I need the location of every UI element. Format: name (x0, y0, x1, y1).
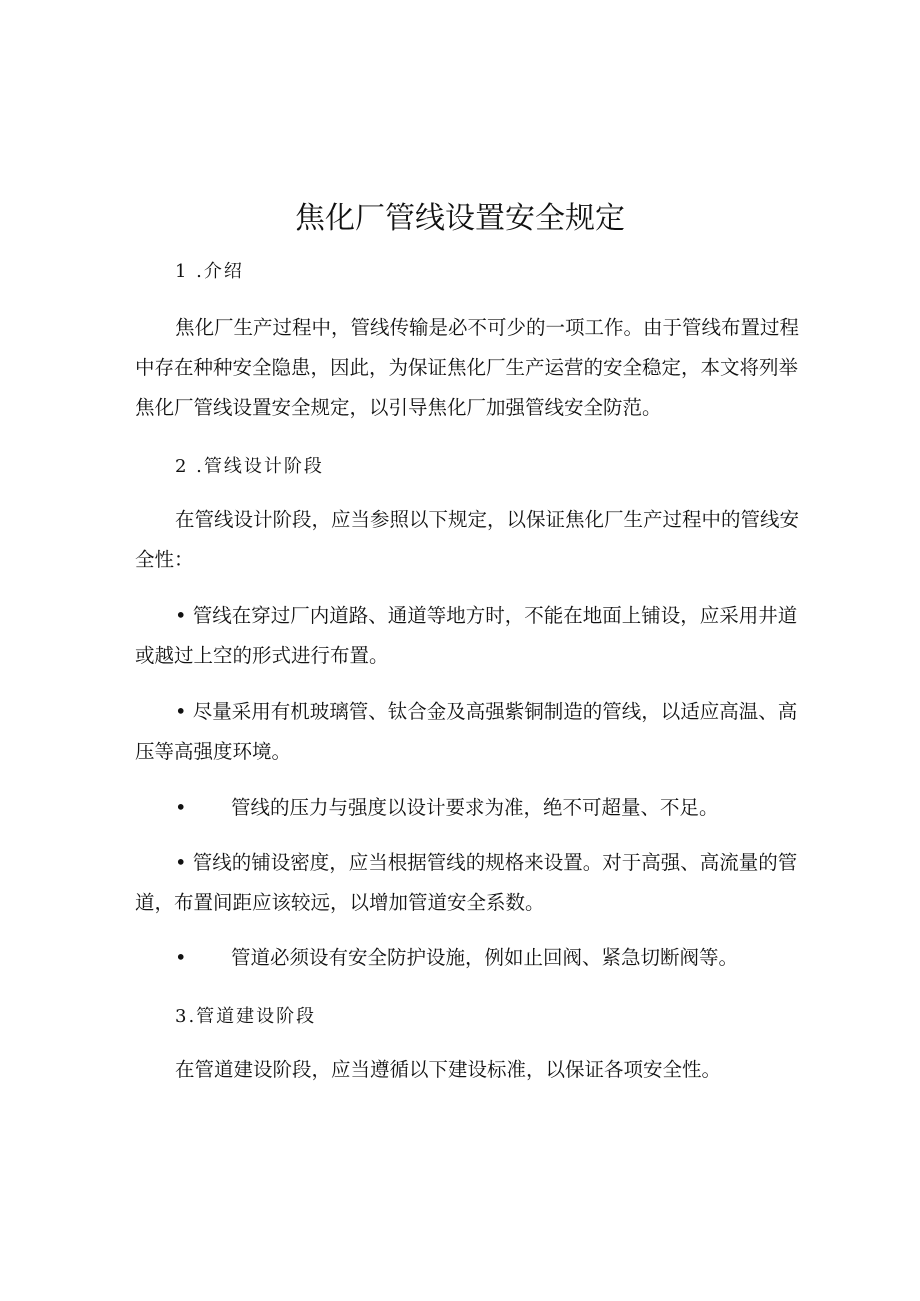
bullet-text: 管线的铺设密度，应当根据管线的规格来设置。对于高强、高流量的管道，布置间距应该较远，以增加管道安全系数。 (135, 851, 798, 914)
section-1-paragraph: 焦化厂生产过程中，管线传输是必不可少的一项工作。由于管线布置过程中存在种种安全隐患，因此，为保证焦化厂生产运营的安全稳定，本文将列举焦化厂管线设置安全规定，以引导焦化厂加强管线安全防范。 (135, 316, 800, 419)
bullet-dot: • (175, 604, 187, 627)
bullet-text: 管线在穿过厂内道路、通道等地方时，不能在地面上铺设，应采用井道或越过上空的形式进行布置。 (135, 604, 798, 667)
bullet-item (135, 692, 800, 772)
section-heading-3: 3.管道建设阶段 (175, 1006, 317, 1027)
bullet-dot: • (175, 700, 187, 723)
section-heading-2: 2 .管线设计阶段 (175, 456, 324, 477)
bullet-item (135, 596, 800, 676)
document-title: 焦化厂管线设置安全规定 (295, 201, 625, 236)
bullet-item (135, 938, 800, 978)
bullet-item (135, 843, 800, 923)
bullet-dot: • (175, 946, 187, 969)
bullet-item (135, 788, 800, 828)
section-heading-1: 1 .介绍 (175, 261, 244, 282)
bullet-text: 管道必须设有安全防护设施，例如止回阀、紧急切断阀等。 (231, 946, 739, 969)
bullet-text: 管线的压力与强度以设计要求为准，绝不可超量、不足。 (231, 796, 719, 819)
section-3-intro: 在管道建设阶段，应当遵循以下建设标准，以保证各项安全性。 (175, 1058, 722, 1081)
bullet-dot: • (175, 796, 187, 819)
bullet-text: 尽量采用有机玻璃管、钛合金及高强紫铜制造的管线，以适应高温、高压等高强度环境。 (135, 700, 798, 763)
section-2-intro: 在管线设计阶段，应当参照以下规定，以保证焦化厂生产过程中的管线安全性： (135, 508, 800, 571)
bullet-dot: • (175, 851, 187, 874)
